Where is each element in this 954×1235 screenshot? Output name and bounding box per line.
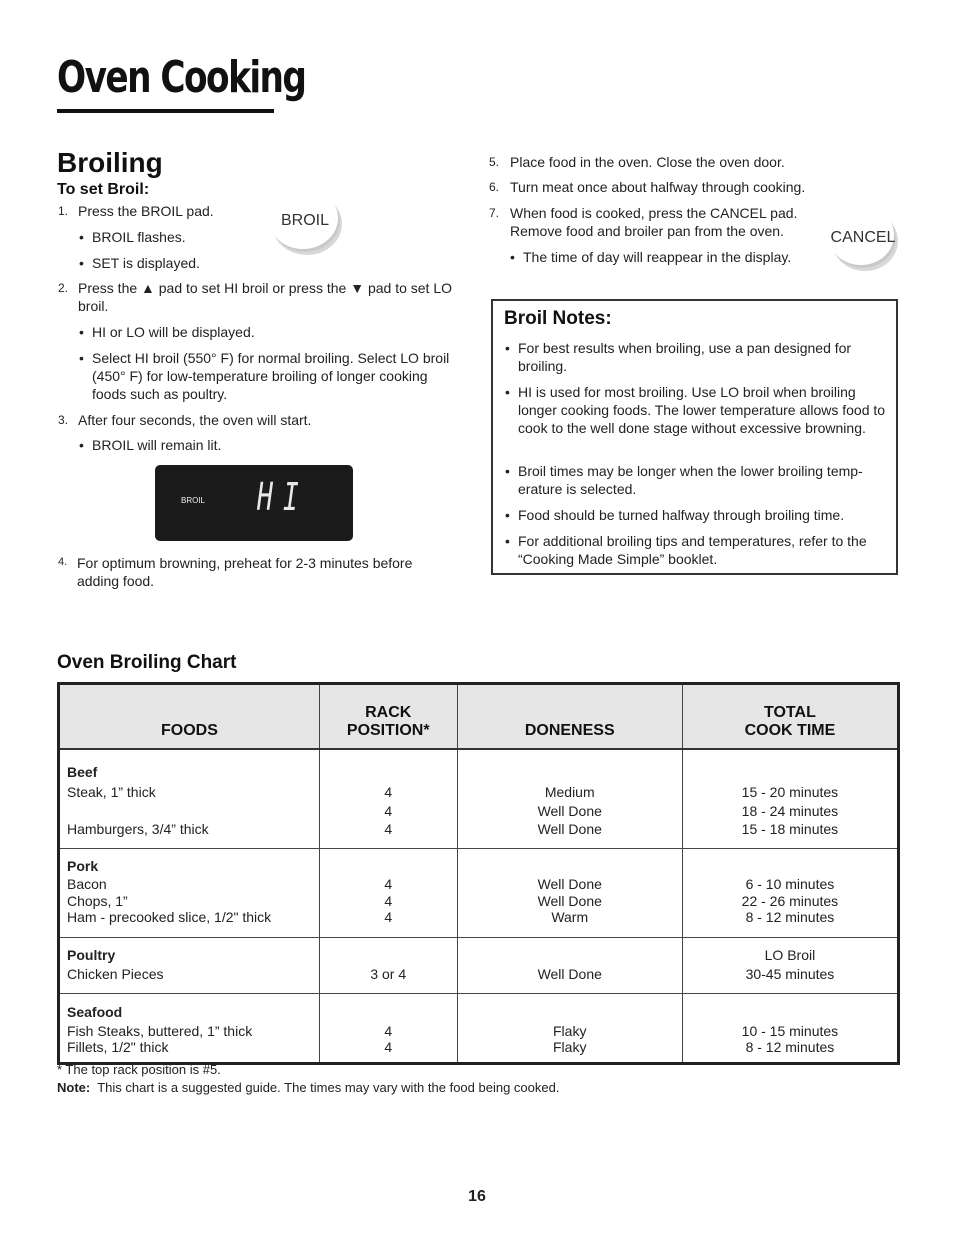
- group-name: Poultry: [67, 947, 116, 963]
- bullet-text: • BROIL will remain lit.: [92, 436, 452, 454]
- food-item: Hamburgers, 3/4” thick: [67, 821, 209, 837]
- step-number: 1.: [58, 204, 69, 218]
- step-number: 6.: [489, 180, 500, 194]
- table-row-beef: [59, 749, 899, 849]
- group-name: Seafood: [67, 1004, 123, 1020]
- bullet-text: • Select HI broil (550° F) for normal broiling. Select LO broil (450° F) for low-temperature broiling of longer cooking foods such as poultry.: [92, 349, 454, 403]
- doneness-value: Well Done: [537, 966, 602, 982]
- chart-title: Oven Broiling Chart: [57, 652, 237, 673]
- table-row-poultry: [59, 938, 899, 994]
- doneness-value: Well Done: [537, 821, 602, 837]
- broil-notes-box: [491, 299, 898, 575]
- section-title: Broiling: [57, 147, 163, 178]
- rack-value: 4: [384, 803, 393, 819]
- note-label: Note:: [57, 1080, 91, 1095]
- broil-notes-title: Broil Notes:: [504, 308, 612, 329]
- time-value: LO Broil: [764, 947, 816, 963]
- chart-note: [57, 1079, 559, 1097]
- note-item: • For additional broiling tips and temperatures, refer to the “Cooking Made Simple” booklet.: [518, 532, 878, 568]
- rack-value: 4: [384, 893, 393, 909]
- rack-value: 4: [384, 909, 393, 925]
- step-number: 3.: [58, 413, 69, 427]
- time-value: 15 - 20 minutes: [741, 784, 839, 800]
- time-value: 22 - 26 minutes: [741, 893, 839, 909]
- step-text: Place food in the oven. Close the oven door.: [510, 154, 785, 170]
- time-value: 8 - 12 minutes: [745, 909, 835, 925]
- food-item: Chops, 1”: [67, 893, 128, 909]
- food-item: Bacon: [67, 876, 107, 892]
- step-text: Press the ▲ pad to set HI broil or press the ▼ pad to set LO broil.: [78, 280, 453, 314]
- note-text: This chart is a suggested guide. The times may vary with the food being cooked.: [97, 1080, 560, 1095]
- food-item: Ham - precooked slice, 1/2" thick: [67, 909, 272, 925]
- step-text: Turn meat once about halfway through cooking.: [510, 179, 806, 195]
- doneness-value: Flaky: [553, 1039, 587, 1055]
- step-text: When food is cooked, press the CANCEL pad. Remove food and broiler pan from the oven.: [510, 205, 798, 239]
- food-item: Fish Steaks, buttered, 1” thick: [67, 1023, 253, 1039]
- note-item: • Broil times may be longer when the lower broiling temp-erature is selected.: [518, 462, 890, 498]
- step-text: Press the BROIL pad.: [78, 203, 214, 219]
- note-item: • For best results when broiling, use a pan designed for broiling.: [518, 339, 878, 375]
- note-item: • HI is used for most broiling. Use LO broil when broiling longer cooking foods. The lower temperature allows food to cook to the well done stage without excessive browning.: [518, 383, 888, 437]
- step-number: 7.: [489, 206, 500, 220]
- time-value: 15 - 18 minutes: [741, 821, 839, 837]
- subheading-set-broil: To set Broil:: [57, 181, 150, 198]
- step-number: 5.: [489, 155, 500, 169]
- header-foods: FOODS: [59, 684, 320, 750]
- doneness-value: Warm: [551, 909, 589, 925]
- time-value: 6 - 10 minutes: [745, 876, 835, 892]
- display-reading: HI: [257, 475, 309, 519]
- rack-footnote: * The top rack position is #5.: [57, 1062, 221, 1077]
- group-name: Beef: [67, 764, 98, 780]
- time-value: 8 - 12 minutes: [745, 1039, 835, 1055]
- broiling-chart-table: [57, 682, 900, 1065]
- food-item: Fillets, 1/2" thick: [67, 1039, 169, 1055]
- rack-value: 4: [384, 1039, 393, 1055]
- header-cook-time: TOTAL COOK TIME: [682, 684, 898, 750]
- header-rack-position: RACK POSITION*: [319, 684, 457, 750]
- bullet-text: • The time of day will reappear in the display.: [523, 248, 823, 266]
- display-broil-label: BROIL: [181, 496, 206, 505]
- bullet-text: • SET is displayed.: [92, 254, 292, 272]
- bullet-text: • HI or LO will be displayed.: [92, 323, 452, 341]
- table-row-pork: [59, 849, 899, 938]
- time-value: 30-45 minutes: [745, 966, 835, 982]
- doneness-value: Well Done: [537, 803, 602, 819]
- cancel-pad-button[interactable]: [830, 208, 896, 268]
- oven-display: [155, 465, 353, 541]
- step-text: After four seconds, the oven will start.: [78, 412, 312, 428]
- food-item: Chicken Pieces: [67, 966, 164, 982]
- broil-pad-button[interactable]: [270, 190, 340, 252]
- doneness-value: Well Done: [537, 893, 602, 909]
- broil-pad-label: BROIL: [280, 212, 329, 229]
- step-number: 2.: [58, 281, 69, 295]
- header-doneness: DONENESS: [457, 684, 682, 750]
- table-row-seafood: [59, 994, 899, 1064]
- note-item: • Food should be turned halfway through broiling time.: [518, 506, 890, 524]
- page-title: Oven Cooking: [57, 52, 306, 103]
- doneness-value: Medium: [544, 784, 595, 800]
- time-value: 10 - 15 minutes: [741, 1023, 839, 1039]
- page-number: 16: [468, 1188, 486, 1205]
- step-text: For optimum browning, preheat for 2-3 minutes before adding food.: [77, 555, 413, 589]
- bullet-text: • BROIL flashes.: [92, 228, 292, 246]
- cancel-pad-label: CANCEL: [830, 229, 896, 246]
- doneness-value: Well Done: [537, 876, 602, 892]
- doneness-value: Flaky: [553, 1023, 587, 1039]
- group-name: Pork: [67, 858, 99, 874]
- chart-footnotes: [57, 1061, 559, 1097]
- title-underline: [57, 109, 274, 113]
- rack-value: 4: [384, 821, 393, 837]
- rack-value: 3 or 4: [370, 966, 407, 982]
- rack-value: 4: [384, 1023, 393, 1039]
- step-number: 4.: [58, 556, 68, 568]
- rack-value: 4: [384, 784, 393, 800]
- table-header-row: [59, 684, 899, 750]
- food-item: Steak, 1” thick: [67, 784, 156, 800]
- time-value: 18 - 24 minutes: [741, 803, 839, 819]
- rack-value: 4: [384, 876, 393, 892]
